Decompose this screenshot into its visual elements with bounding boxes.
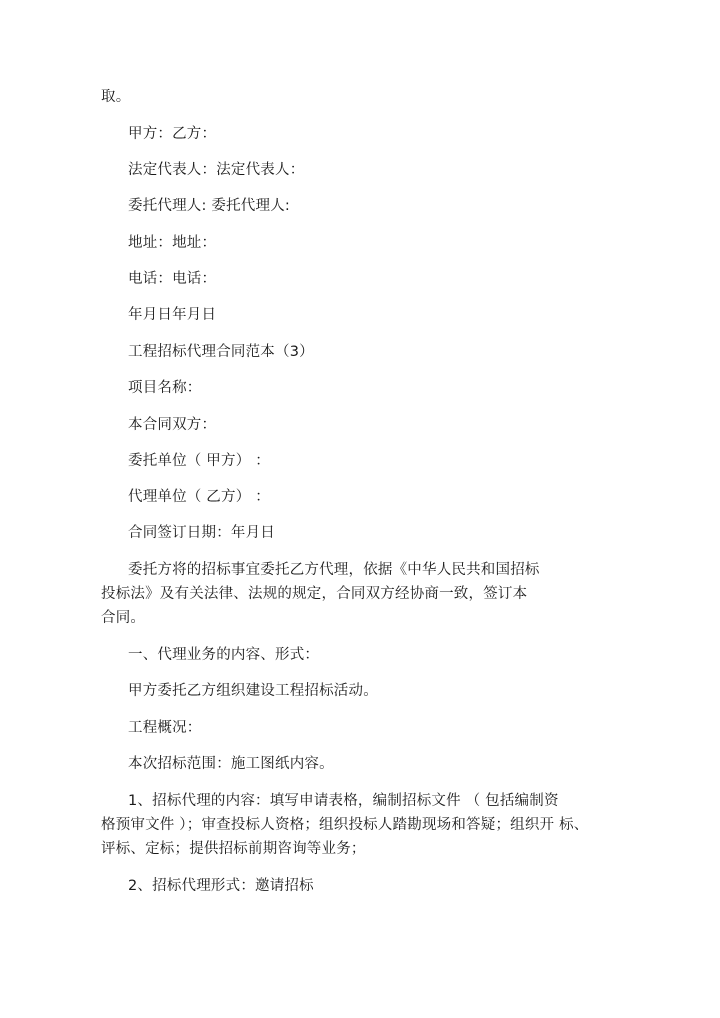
text-line: 法定代表人：法定代表人： bbox=[128, 162, 305, 178]
text-line: 甲方：乙方： bbox=[128, 126, 217, 142]
text-line: 委托单位（ 甲方） ： bbox=[128, 453, 270, 469]
text-line: 本合同双方： bbox=[128, 417, 217, 433]
text-line: 地址：地址： bbox=[128, 235, 217, 251]
text-line: 年月日年月日 bbox=[128, 307, 217, 323]
text-line: 代理单位（ 乙方） ： bbox=[128, 489, 270, 505]
text-line: 一、代理业务的内容、形式： bbox=[128, 647, 320, 663]
text-line: 取。 bbox=[101, 89, 131, 105]
text-line: 项目名称： bbox=[128, 380, 202, 396]
text-line: 工程招标代理合同范本（3） bbox=[128, 344, 314, 360]
text-line: 委托代理人: 委托代理人: bbox=[128, 198, 290, 214]
text-line: 电话：电话： bbox=[128, 271, 217, 287]
text-line: 格预审文件 ）；审查投标人资格；组织投标人踏勘现场和答疑；组织开 标、 bbox=[101, 817, 589, 833]
text-line: 合同签订日期：年月日 bbox=[128, 525, 275, 541]
text-line: 评标、定标；提供招标前期咨询等业务； bbox=[101, 841, 366, 857]
text-line: 2、招标代理形式：邀请招标 bbox=[128, 878, 314, 894]
text-line: 合同。 bbox=[101, 610, 146, 626]
text-line: 工程概况： bbox=[128, 720, 202, 736]
text-line: 本次招标范围：施工图纸内容。 bbox=[128, 756, 334, 772]
text-line: 1、招标代理的内容：填写申请表格，编制招标文件 （ 包括编制资 bbox=[128, 793, 559, 809]
text-line: 投标法》及有关法律、法规的规定，合同双方经协商一致，签订本 bbox=[101, 586, 528, 602]
text-line: 委托方将的招标事宜委托乙方代理，依据《中华人民共和国招标 bbox=[128, 562, 540, 578]
text-line: 甲方委托乙方组织建设工程招标活动。 bbox=[128, 683, 378, 699]
